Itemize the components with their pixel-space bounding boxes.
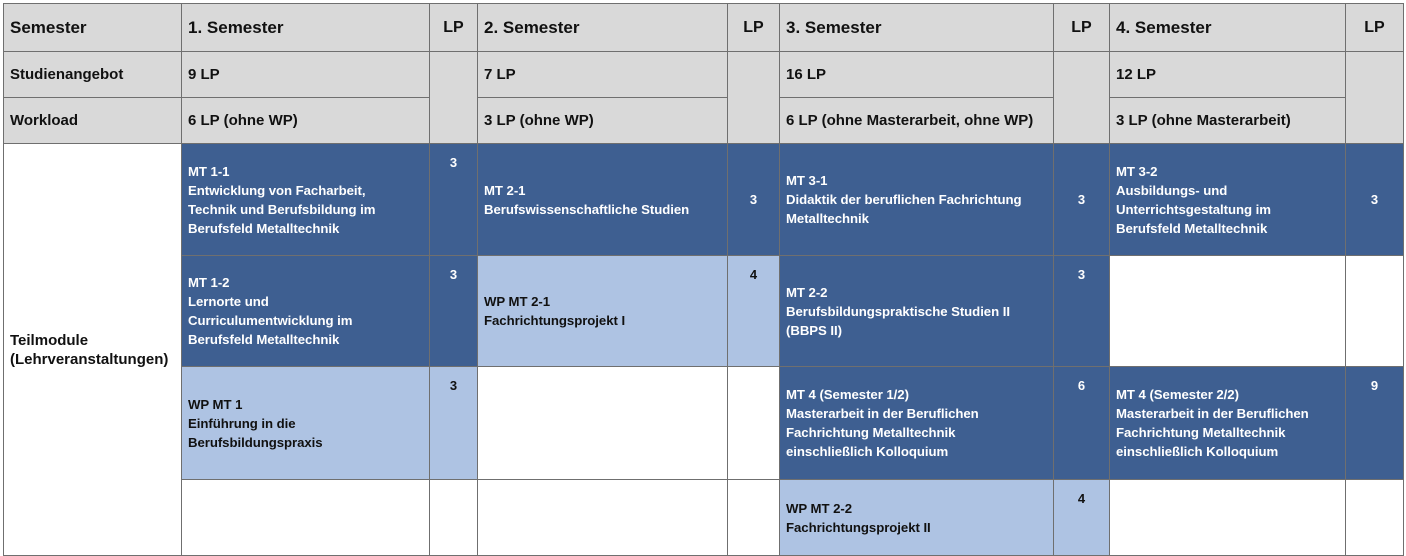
empty-lp-cell [1346,256,1404,367]
empty-cell [1110,480,1346,556]
module-lp: 3 [430,256,478,367]
header-lp-sem3: LP [1054,4,1110,52]
module-code: MT 2-1 [484,182,526,198]
module-code: MT 1-1 [188,163,230,179]
module-title-line: Ausbildungs- und [1116,182,1228,198]
teilmodule-label-line2: (Lehrveranstaltungen) [10,350,169,368]
empty-cell [182,480,430,556]
teilmodule-label-line1: Teilmodule [10,331,89,349]
lp-blank-sem1 [430,52,478,144]
module-cell [780,144,1054,256]
module-title-line: Curriculumentwicklung im [188,313,353,328]
empty-cell [1110,256,1346,367]
lp-blank-sem4 [1346,52,1404,144]
module-lp: 3 [1054,144,1110,256]
module-title-line: Einführung in die [188,415,296,431]
module-cell [182,144,430,256]
module-code: MT 3-1 [786,173,828,188]
workload-sem2: 3 LP (ohne WP) [478,98,728,144]
module-code: WP MT 1 [188,396,243,412]
module-title-line: Berufsfeld Metalltechnik [1116,220,1268,236]
module-lp: 3 [1054,256,1110,367]
module-title-line: Didaktik der beruflichen Fachrichtung [786,192,1022,207]
module-row-3 [4,367,1404,480]
module-title-line: Fachrichtungsprojekt II [786,519,931,535]
header-row [4,4,1404,52]
studienangebot-row [4,52,1404,98]
module-row-1 [4,144,1404,256]
empty-cell [478,480,728,556]
module-cell [478,144,728,256]
module-code: WP MT 2-1 [484,294,550,309]
module-lp: 3 [430,144,478,256]
module-title-line: Masterarbeit in der Beruflichen [1116,406,1309,421]
module-row-2 [4,256,1404,367]
study-plan-table [3,3,1404,556]
module-title-line: Berufsfeld Metalltechnik [188,332,340,347]
empty-lp-cell [728,480,780,556]
module-title-line: Fachrichtungsprojekt I [484,313,626,328]
header-sem4: 4. Semester [1110,4,1346,52]
empty-cell [478,367,728,480]
module-title-line: (BBPS II) [786,322,842,338]
module-title-line: Berufsfeld Metalltechnik [188,220,340,236]
header-lp-sem2: LP [728,4,780,52]
module-title-line: Fachrichtung Metalltechnik [1116,425,1286,440]
studienangebot-label: Studienangebot [4,52,182,98]
module-code: MT 2-2 [786,284,828,300]
module-title-line: einschließlich Kolloquium [786,444,949,459]
module-cell [780,480,1054,556]
empty-lp-cell [1346,480,1404,556]
module-title-line: Berufsbildungspraxis [188,434,323,450]
module-cell [1110,144,1346,256]
workload-label: Workload [4,98,182,144]
module-cell [780,367,1054,480]
studienangebot-sem3: 16 LP [780,52,1054,98]
module-lp: 3 [430,367,478,480]
module-code: WP MT 2-2 [786,500,852,516]
header-lp-sem1: LP [430,4,478,52]
workload-sem3: 6 LP (ohne Masterarbeit, ohne WP) [780,98,1054,144]
module-title-line: Technik und Berufsbildung im [188,201,376,217]
module-code: MT 3-2 [1116,163,1158,179]
module-title-line: Unterrichtsgestaltung im [1116,201,1271,217]
module-title-line: Masterarbeit in der Beruflichen [786,406,979,421]
empty-lp-cell [430,480,478,556]
module-code: MT 4 (Semester 2/2) [1116,387,1239,402]
module-title-line: Berufswissenschaftliche Studien [484,201,690,217]
header-sem2: 2. Semester [478,4,728,52]
module-lp: 4 [1054,480,1110,556]
header-sem1: 1. Semester [182,4,430,52]
header-lp-sem4: LP [1346,4,1404,52]
module-lp: 9 [1346,367,1404,480]
module-row-4 [4,480,1404,556]
module-cell [182,367,430,480]
module-code: MT 4 (Semester 1/2) [786,387,909,402]
module-cell [478,256,728,367]
lp-blank-sem3 [1054,52,1110,144]
module-lp: 3 [1346,144,1404,256]
module-cell [182,256,430,367]
lp-blank-sem2 [728,52,780,144]
module-cell [1110,367,1346,480]
module-title-line: Lernorte und [188,294,269,309]
workload-row [4,98,1404,144]
module-title-line: Metalltechnik [786,211,869,226]
studienangebot-sem2: 7 LP [478,52,728,98]
module-title-line: einschließlich Kolloquium [1116,444,1279,459]
module-title-line: Entwicklung von Facharbeit, [188,182,366,198]
module-title-line: Berufsbildungspraktische Studien II [786,303,1010,319]
studienangebot-sem4: 12 LP [1110,52,1346,98]
module-cell [780,256,1054,367]
module-code: MT 1-2 [188,275,230,290]
module-lp: 6 [1054,367,1110,480]
module-lp: 3 [728,144,780,256]
module-title-line: Fachrichtung Metalltechnik [786,425,956,440]
module-lp: 4 [728,256,780,367]
workload-sem1: 6 LP (ohne WP) [182,98,430,144]
teilmodule-label [4,144,182,556]
empty-lp-cell [728,367,780,480]
workload-sem4: 3 LP (ohne Masterarbeit) [1110,98,1346,144]
header-sem3: 3. Semester [780,4,1054,52]
header-semester: Semester [4,4,182,52]
studienangebot-sem1: 9 LP [182,52,430,98]
